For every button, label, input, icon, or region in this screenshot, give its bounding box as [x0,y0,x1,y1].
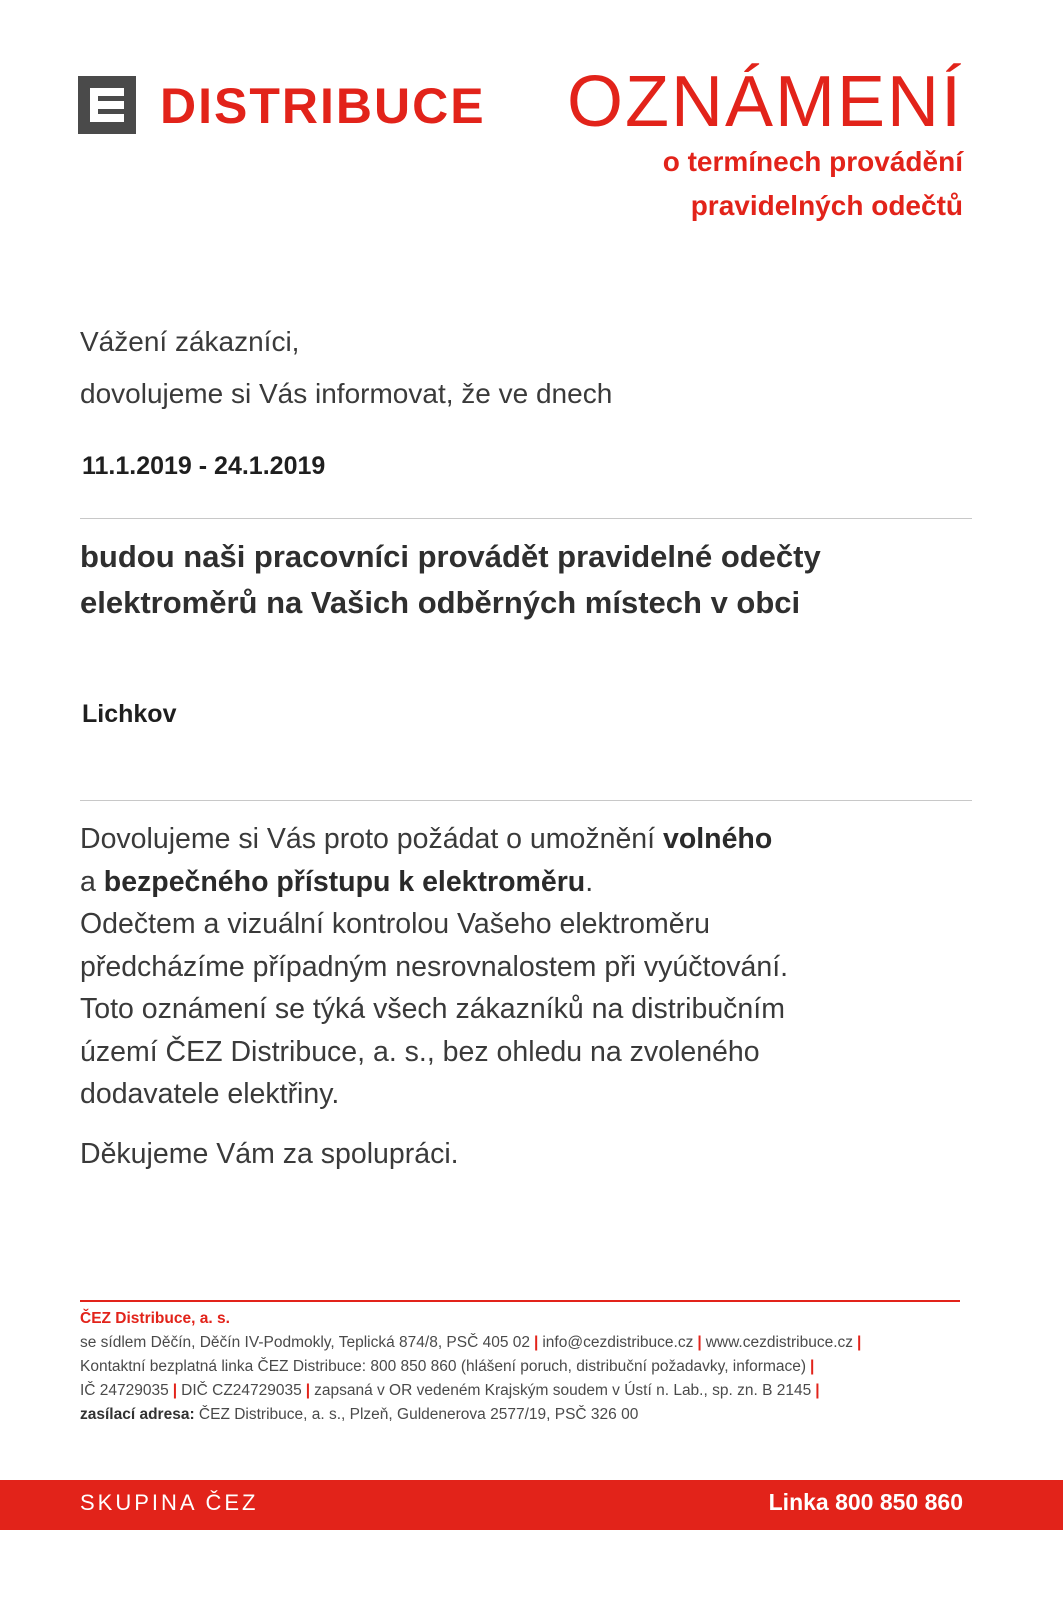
divider-top [80,518,972,519]
greeting-line-1: Vážení zákazníci, [80,326,300,357]
company-name: ČEZ Distribuce, a. s. [80,1310,230,1327]
footer-divider [80,1300,960,1302]
para-text: a [80,865,104,898]
greeting [80,316,612,420]
cez-logo-icon [78,76,136,134]
group-name: SKUPINA ČEZ [80,1490,259,1515]
vat-id: DIČ CZ24729035 [181,1382,302,1399]
subtitle-line-2: pravidelných odečtů [690,190,963,221]
main-paragraph [80,818,788,1116]
hotline-info: Kontaktní bezplatná linka ČEZ Distribuce: 800 850 860 (hlášení poruch, distribuční požadavky, informace) [80,1358,807,1375]
email-link[interactable]: info@cezdistribuce.cz [542,1334,694,1351]
footer-line-3 [80,1379,865,1403]
para-line-4: předcházíme případným nesrovnalostem při vyúčtování. [80,950,789,983]
footer-line-2 [80,1355,865,1379]
footer-line-4 [80,1403,865,1427]
page-subtitle [663,140,963,228]
para-text: . [585,865,594,898]
greeting-line-2: dovolujeme si Vás informovat, že ve dnech [80,378,613,409]
para-line-2 [80,861,788,904]
separator: | [815,1382,820,1399]
para-line-7: dodavatele elektřiny. [80,1078,340,1110]
separator: | [857,1334,862,1351]
registration-info: zapsaná v OR vedeném Krajským soudem v Ústí n. Lab., sp. zn. B 2145 [314,1382,812,1399]
headline-line-1: budou naši pracovníci provádět pravidelné odečty [80,539,821,574]
para-text: Dovolujeme si Vás proto požádat o umožnění [80,823,663,855]
separator: | [305,1382,311,1399]
hotline-number: Linka 800 850 860 [768,1489,963,1515]
company-address: se sídlem Děčín, Děčín IV-Podmokly, Teplická 874/8, PSČ 405 02 [80,1334,531,1351]
para-line-6: území ČEZ Distribuce, a. s., bez ohledu na zvoleného [80,1035,760,1068]
mailing-address: ČEZ Distribuce, a. s., Plzeň, Guldenerova 2577/19, PSČ 326 00 [194,1406,639,1423]
separator: | [534,1334,539,1351]
company-footer [80,1307,865,1427]
para-line-1 [80,818,788,861]
headline [80,534,821,626]
separator: | [697,1334,702,1351]
divider-bottom [80,800,972,801]
brand-name: DISTRIBUCE [160,78,486,134]
town-name: Lichkov [82,700,177,728]
company-id: IČ 24729035 [80,1382,169,1399]
thanks-line: Děkujeme Vám za spolupráci. [80,1138,459,1170]
para-line-5: Toto oznámení se týká všech zákazníků na distribučním [80,993,785,1025]
para-emphasis: volného [663,823,773,855]
headline-line-2: elektroměrů na Vašich odběrných místech v obci [80,585,801,620]
footer-line-1 [80,1331,865,1355]
page-title: OZNÁMENÍ [566,62,963,142]
subtitle-line-1: o termínech provádění [662,146,963,177]
para-emphasis: bezpečného přístupu k elektroměru [103,865,586,898]
reading-dates: 11.1.2019 - 24.1.2019 [82,452,326,480]
separator: | [172,1382,178,1399]
mailing-address-label: zasílací adresa: [80,1406,195,1423]
website-link[interactable]: www.cezdistribuce.cz [705,1334,853,1351]
para-line-3: Odečtem a vizuální kontrolou Vašeho elektroměru [80,908,710,940]
separator: | [810,1358,815,1375]
